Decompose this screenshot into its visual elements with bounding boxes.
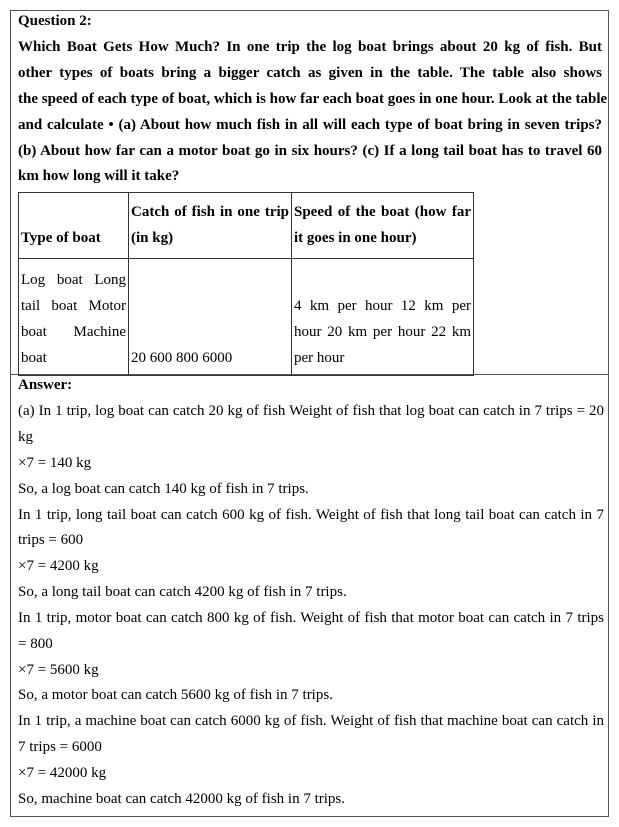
answer-line: ×7 = 140 kg	[18, 455, 92, 471]
question-line: (b) About how far can a motor boat go in six hours? (c) If a long tail boat has to travel 60	[18, 143, 602, 159]
answer-line: So, a long tail boat can catch 4200 kg of fish in 7 trips.	[18, 584, 347, 600]
question-line: km how long will it take?	[18, 168, 180, 184]
answer-line: 7 trips = 6000	[18, 739, 102, 755]
boat-table	[18, 192, 474, 376]
answer-line: So, a motor boat can catch 5600 kg of fish in 7 trips.	[18, 687, 333, 703]
header-speed: Speed of the boat (how far it goes in one hour)	[292, 193, 474, 259]
question-title: Question 2:	[18, 13, 92, 29]
question-line: Which Boat Gets How Much? In one trip the log boat brings about 20 kg of fish. But	[18, 39, 602, 55]
answer-line: So, machine boat can catch 42000 kg of fish in 7 trips.	[18, 791, 346, 807]
answer-line: ×7 = 4200 kg	[18, 558, 99, 574]
answer-line: = 800	[18, 636, 53, 652]
question-line: and calculate • (a) About how much fish in all will each type of boat bring in seven trips?	[18, 117, 602, 133]
answer-line: In 1 trip, a machine boat can catch 6000 kg of fish. Weight of fish that machine boat can catch in	[18, 713, 604, 729]
cell-boat-types: Log boat Long tail boat Motor boat Machine boat	[19, 259, 129, 376]
cell-speed-values: 4 km per hour 12 km per hour 20 km per hour 22 km per hour	[292, 259, 474, 376]
question-line: the speed of each type of boat, which is how far each boat goes in one hour. Look at the table	[18, 91, 608, 107]
table-row	[19, 259, 474, 376]
answer-line: trips = 600	[18, 532, 84, 548]
header-catch: Catch of fish in one trip (in kg)	[129, 193, 292, 259]
table-header-row	[19, 193, 474, 259]
answer-line: kg	[18, 429, 33, 445]
answer-line: So, a log boat can catch 140 kg of fish in 7 trips.	[18, 481, 309, 497]
cell-catch-values: 20 600 800 6000	[129, 259, 292, 376]
question-line: other types of boats bring a bigger catch as given in the table. The table also shows	[18, 65, 602, 81]
question-section	[11, 11, 608, 375]
answer-title: Answer:	[18, 377, 73, 393]
header-type-of-boat: Type of boat	[19, 193, 129, 259]
answer-line: ×7 = 5600 kg	[18, 662, 99, 678]
answer-line: In 1 trip, long tail boat can catch 600 kg of fish. Weight of fish that long tail boat can catch in 7	[18, 507, 604, 523]
answer-line: (a) In 1 trip, log boat can catch 20 kg of fish Weight of fish that log boat can catch in 7 trips = 20	[18, 403, 604, 419]
question-answer-frame	[10, 10, 609, 817]
answer-line: In 1 trip, motor boat can catch 800 kg of fish. Weight of fish that motor boat can catch in 7 trips	[18, 610, 604, 626]
answer-line: ×7 = 42000 kg	[18, 765, 107, 781]
